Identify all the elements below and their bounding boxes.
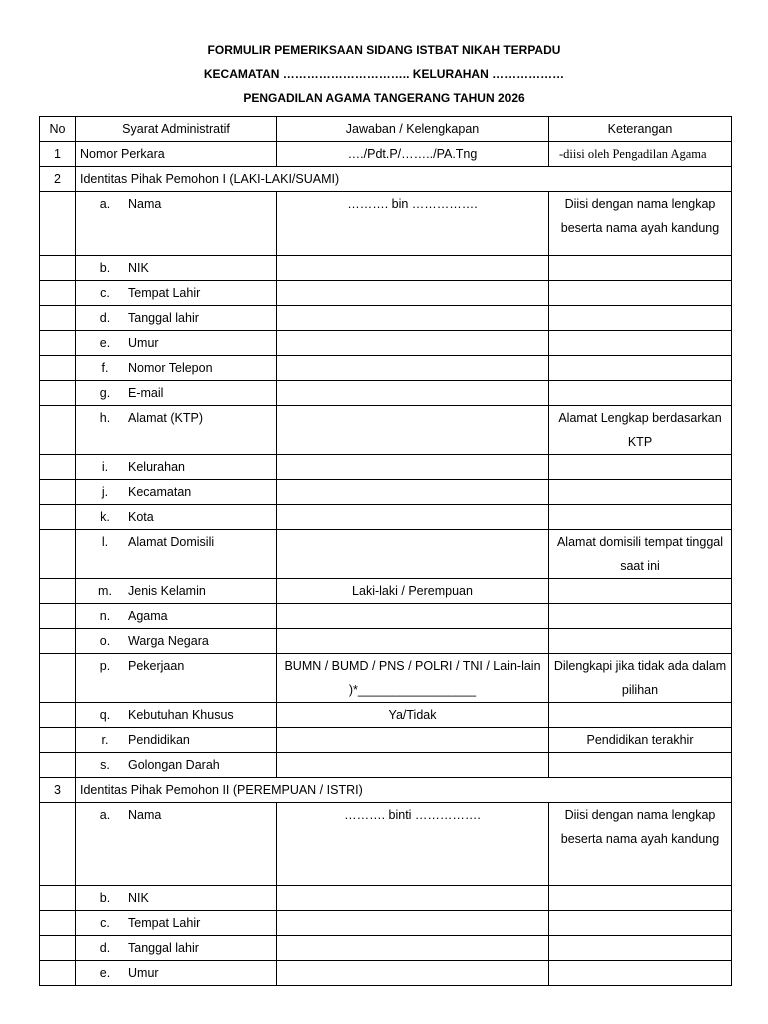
note-cell: Alamat Lengkap berdasarkan KTP [549, 406, 732, 455]
answer-field[interactable]: ………. bin ……………. [277, 192, 549, 256]
item-letter: c. [100, 286, 110, 300]
table-row [40, 356, 732, 381]
note-cell [549, 381, 732, 406]
row-requirement-cell [76, 281, 277, 306]
table-row [40, 728, 732, 753]
table-row [40, 256, 732, 281]
row-no-cell [40, 654, 76, 703]
table-row [40, 703, 732, 728]
item-label: Kota [128, 510, 154, 524]
item-label: Tempat Lahir [128, 286, 201, 300]
item-label: Nomor Telepon [128, 361, 213, 375]
note-cell [549, 886, 732, 911]
form-header [0, 40, 768, 112]
table-row [40, 604, 732, 629]
row-requirement-cell [76, 753, 277, 778]
note-cell [549, 356, 732, 381]
case-number-field[interactable]: …./Pdt.P/……../PA.Tng [277, 142, 549, 167]
item-label: Umur [128, 966, 159, 980]
row-requirement-cell [76, 803, 277, 886]
row-no-cell [40, 579, 76, 604]
answer-field[interactable] [277, 530, 549, 579]
section-title: Identitas Pihak Pemohon I (LAKI-LAKI/SUAMI) [76, 167, 732, 192]
answer-field[interactable] [277, 961, 549, 986]
item-letter: k. [100, 510, 110, 524]
note-cell [549, 604, 732, 629]
section-no: 3 [40, 778, 76, 803]
answer-field[interactable] [277, 753, 549, 778]
row-no-cell [40, 505, 76, 530]
answer-field[interactable] [277, 356, 549, 381]
item-letter: a. [99, 197, 111, 211]
row-requirement-cell [76, 530, 277, 579]
row-requirement-cell [76, 306, 277, 331]
item-letter: h. [99, 411, 111, 425]
note-cell [549, 480, 732, 505]
item-label: Kecamatan [128, 485, 192, 499]
note-cell [549, 579, 732, 604]
note-cell: Dilengkapi jika tidak ada dalam pilihan [549, 654, 732, 703]
row-requirement-cell [76, 629, 277, 654]
answer-field[interactable] [277, 604, 549, 629]
note-cell [549, 911, 732, 936]
table-row [40, 480, 732, 505]
item-letter: g. [99, 386, 111, 400]
answer-field[interactable] [277, 728, 549, 753]
court-line: PENGADILAN AGAMA TANGERANG TAHUN 2026 [243, 91, 525, 105]
district-line: KECAMATAN ………………………….. KELURAHAN ……………… [203, 67, 565, 81]
table-row [40, 803, 732, 886]
examination-form-table [39, 116, 732, 986]
row-no-cell [40, 803, 76, 886]
row-requirement-cell [76, 356, 277, 381]
row-requirement-cell [76, 911, 277, 936]
item-letter: d. [99, 941, 111, 955]
table-row [40, 530, 732, 579]
note-cell [549, 331, 732, 356]
table-header-row [40, 117, 732, 142]
note-cell [549, 256, 732, 281]
note-cell [549, 703, 732, 728]
note-cell [549, 936, 732, 961]
note-cell: Diisi dengan nama lengkap beserta nama ayah kandung [549, 803, 732, 886]
table-row [40, 281, 732, 306]
row-no-cell [40, 703, 76, 728]
row-no-cell [40, 530, 76, 579]
note-cell [549, 961, 732, 986]
answer-field[interactable] [277, 306, 549, 331]
item-letter: d. [99, 311, 111, 325]
item-label: Tanggal lahir [128, 311, 199, 325]
row-no-cell [40, 629, 76, 654]
table-row [40, 654, 732, 703]
item-label: Kebutuhan Khusus [128, 708, 234, 722]
item-letter: j. [101, 485, 109, 499]
case-label: Nomor Perkara [76, 142, 277, 167]
table-row [40, 961, 732, 986]
row-requirement-cell [76, 331, 277, 356]
table-row [40, 886, 732, 911]
row-requirement-cell [76, 579, 277, 604]
item-letter: b. [99, 261, 111, 275]
item-label: Golongan Darah [128, 758, 220, 772]
item-letter: b. [99, 891, 111, 905]
table-row [40, 306, 732, 331]
row-requirement-cell [76, 886, 277, 911]
row-no-cell [40, 886, 76, 911]
table-row [40, 331, 732, 356]
answer-field[interactable]: Ya/Tidak [277, 703, 549, 728]
answer-field[interactable] [277, 480, 549, 505]
row-no-cell [40, 455, 76, 480]
header-answer: Jawaban / Kelengkapan [277, 117, 549, 142]
answer-field[interactable]: ………. binti ……………. [277, 803, 549, 886]
case-no: 1 [40, 142, 76, 167]
row-requirement-cell [76, 192, 277, 256]
item-letter: e. [99, 336, 111, 350]
item-letter: n. [99, 609, 111, 623]
row-no-cell [40, 306, 76, 331]
note-cell [549, 455, 732, 480]
row-requirement-cell [76, 604, 277, 629]
item-letter: o. [99, 634, 111, 648]
row-requirement-cell [76, 654, 277, 703]
item-label: Nama [128, 197, 162, 211]
answer-field[interactable] [277, 281, 549, 306]
table-row [40, 936, 732, 961]
row-requirement-cell [76, 406, 277, 455]
item-letter: p. [99, 659, 111, 673]
answer-field[interactable] [277, 911, 549, 936]
row-requirement-cell [76, 455, 277, 480]
item-letter: l. [101, 535, 109, 549]
row-no-cell [40, 753, 76, 778]
row-no-cell [40, 331, 76, 356]
row-requirement-cell [76, 728, 277, 753]
item-label: Pekerjaan [128, 659, 185, 673]
item-letter: e. [99, 966, 111, 980]
table-row [40, 579, 732, 604]
section-no: 2 [40, 167, 76, 192]
header-no: No [40, 117, 76, 142]
row-requirement-cell [76, 505, 277, 530]
item-letter: s. [100, 758, 110, 772]
row-no-cell [40, 192, 76, 256]
table-row [40, 911, 732, 936]
note-cell [549, 753, 732, 778]
answer-field[interactable] [277, 629, 549, 654]
item-letter: i. [101, 460, 109, 474]
table-row [40, 753, 732, 778]
item-label: E-mail [128, 386, 164, 400]
section2-header-row [40, 778, 732, 803]
row-requirement-cell [76, 381, 277, 406]
answer-field[interactable] [277, 886, 549, 911]
item-label: Umur [128, 336, 159, 350]
row-requirement-cell [76, 256, 277, 281]
item-label: NIK [128, 261, 149, 275]
item-letter: m. [98, 584, 112, 598]
table-row [40, 455, 732, 480]
answer-field[interactable]: Laki-laki / Perempuan [277, 579, 549, 604]
row-no-cell [40, 728, 76, 753]
item-letter: q. [99, 708, 111, 722]
item-letter: f. [101, 361, 109, 375]
row-no-cell [40, 381, 76, 406]
note-cell: Pendidikan terakhir [549, 728, 732, 753]
answer-field[interactable] [277, 406, 549, 455]
item-label: Nama [128, 808, 162, 822]
row-requirement-cell [76, 480, 277, 505]
table-row [40, 629, 732, 654]
item-label: NIK [128, 891, 149, 905]
case-number-row [40, 142, 732, 167]
answer-field[interactable]: BUMN / BUMD / PNS / POLRI / TNI / Lain-lain )*_________________ [277, 654, 549, 703]
note-cell [549, 629, 732, 654]
item-letter: r. [101, 733, 109, 747]
item-letter: c. [100, 916, 110, 930]
answer-field[interactable] [277, 505, 549, 530]
table-row [40, 406, 732, 455]
item-label: Tempat Lahir [128, 916, 201, 930]
item-label: Pendidikan [128, 733, 190, 747]
table-row [40, 192, 732, 256]
row-no-cell [40, 256, 76, 281]
note-cell: Alamat domisili tempat tinggal saat ini [549, 530, 732, 579]
item-label: Tanggal lahir [128, 941, 199, 955]
item-label: Warga Negara [128, 634, 209, 648]
item-label: Alamat Domisili [128, 535, 215, 549]
row-requirement-cell [76, 703, 277, 728]
header-note: Keterangan [549, 117, 732, 142]
row-requirement-cell [76, 936, 277, 961]
note-cell [549, 306, 732, 331]
item-label: Jenis Kelamin [128, 584, 206, 598]
answer-field[interactable] [277, 936, 549, 961]
section-title: Identitas Pihak Pemohon II (PEREMPUAN / ISTRI) [76, 778, 732, 803]
section1-header-row [40, 167, 732, 192]
note-cell: Diisi dengan nama lengkap beserta nama ayah kandung [549, 192, 732, 256]
note-cell [549, 281, 732, 306]
item-label: Agama [128, 609, 168, 623]
note-cell [549, 505, 732, 530]
row-no-cell [40, 356, 76, 381]
answer-field[interactable] [277, 455, 549, 480]
row-no-cell [40, 936, 76, 961]
form-title: FORMULIR PEMERIKSAAN SIDANG ISTBAT NIKAH TERPADU [207, 43, 561, 57]
row-no-cell [40, 480, 76, 505]
answer-field[interactable] [277, 331, 549, 356]
item-letter: a. [99, 808, 111, 822]
row-no-cell [40, 281, 76, 306]
answer-field[interactable] [277, 381, 549, 406]
header-requirement: Syarat Administratif [76, 117, 277, 142]
row-no-cell [40, 961, 76, 986]
item-label: Alamat (KTP) [128, 411, 204, 425]
table-row [40, 381, 732, 406]
row-no-cell [40, 911, 76, 936]
answer-field[interactable] [277, 256, 549, 281]
item-label: Kelurahan [128, 460, 185, 474]
table-row [40, 505, 732, 530]
row-requirement-cell [76, 961, 277, 986]
case-note: -diisi oleh Pengadilan Agama [549, 142, 732, 167]
row-no-cell [40, 604, 76, 629]
row-no-cell [40, 406, 76, 455]
